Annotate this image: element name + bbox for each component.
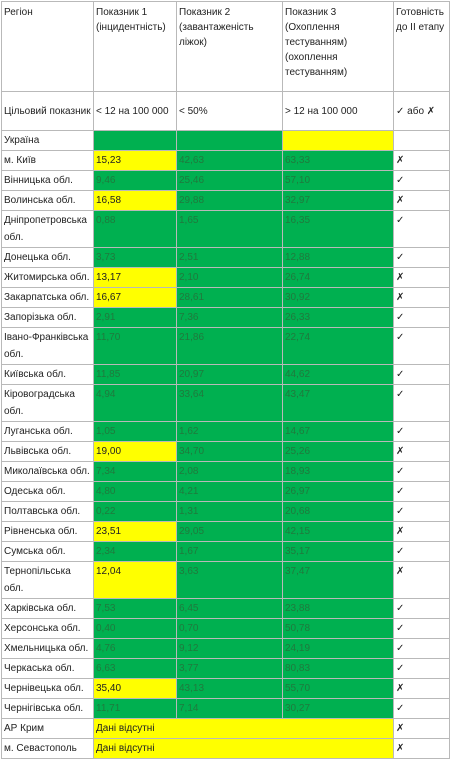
indicator-1-cell: 16,58 xyxy=(94,191,177,211)
readiness-mark: ✗ xyxy=(394,719,450,739)
table-row xyxy=(2,699,450,719)
indicator-3-cell: 12,88 xyxy=(283,248,394,268)
indicator-3-cell: 57,10 xyxy=(283,171,394,191)
region-cell: Волинська обл. xyxy=(2,191,94,211)
region-cell: Сумська обл. xyxy=(2,542,94,562)
indicator-3-cell: 18,93 xyxy=(283,462,394,482)
region-cell: Рівненська обл. xyxy=(2,522,94,542)
indicator-2-cell: 28,61 xyxy=(177,288,283,308)
no-data-cell: Дані відсутні xyxy=(94,739,394,759)
indicator-2-cell: 2,08 xyxy=(177,462,283,482)
readiness-mark: ✓ xyxy=(394,699,450,719)
indicator-1-cell: 7,34 xyxy=(94,462,177,482)
table-row xyxy=(2,482,450,502)
region-cell: Херсонська обл. xyxy=(2,619,94,639)
indicator-1-cell xyxy=(94,131,177,151)
table-row xyxy=(2,171,450,191)
indicator-1-cell: 11,71 xyxy=(94,699,177,719)
table-row xyxy=(2,739,450,759)
readiness-mark: ✓ xyxy=(394,462,450,482)
indicator-1-cell: 0,40 xyxy=(94,619,177,639)
readiness-mark: ✓ xyxy=(394,542,450,562)
target-readiness: ✓ або ✗ xyxy=(394,92,450,131)
table-row xyxy=(2,719,450,739)
indicator-2-cell: 4,21 xyxy=(177,482,283,502)
indicator-2-cell: 42,63 xyxy=(177,151,283,171)
table-row xyxy=(2,328,450,365)
table-row xyxy=(2,131,450,151)
readiness-mark: ✗ xyxy=(394,151,450,171)
table-row xyxy=(2,442,450,462)
region-cell: Кіровоградська обл. xyxy=(2,385,94,422)
indicator-2-cell: 2,10 xyxy=(177,268,283,288)
header-indicator-2: Показник 2 (завантаженість ліжок) xyxy=(177,2,283,92)
indicator-2-cell xyxy=(177,131,283,151)
header-indicator-3: Показник 3 (Охоплення тестуванням) (охоплення тестуванням) xyxy=(283,2,394,92)
indicator-3-cell: 26,97 xyxy=(283,482,394,502)
readiness-mark: ✗ xyxy=(394,679,450,699)
region-cell: Житомирська обл. xyxy=(2,268,94,288)
region-cell: Київська обл. xyxy=(2,365,94,385)
indicator-2-cell: 21,86 xyxy=(177,328,283,365)
region-cell: Тернопільська обл. xyxy=(2,562,94,599)
indicator-3-cell: 80,83 xyxy=(283,659,394,679)
header-readiness: Готовність до ІІ етапу xyxy=(394,2,450,92)
readiness-mark: ✓ xyxy=(394,365,450,385)
table-row xyxy=(2,659,450,679)
indicator-3-cell: 44,62 xyxy=(283,365,394,385)
indicator-2-cell: 29,05 xyxy=(177,522,283,542)
readiness-mark: ✗ xyxy=(394,739,450,759)
indicator-3-cell: 35,17 xyxy=(283,542,394,562)
table-row xyxy=(2,599,450,619)
indicator-3-cell: 42,15 xyxy=(283,522,394,542)
table-row xyxy=(2,288,450,308)
readiness-mark: ✗ xyxy=(394,268,450,288)
table-row xyxy=(2,679,450,699)
indicator-3-cell xyxy=(283,131,394,151)
readiness-mark: ✗ xyxy=(394,288,450,308)
indicator-2-cell: 6,45 xyxy=(177,599,283,619)
indicator-3-cell: 25,26 xyxy=(283,442,394,462)
region-cell: Львівська обл. xyxy=(2,442,94,462)
indicator-1-cell: 16,67 xyxy=(94,288,177,308)
region-cell: Донецька обл. xyxy=(2,248,94,268)
indicator-3-cell: 63,33 xyxy=(283,151,394,171)
indicator-3-cell: 30,27 xyxy=(283,699,394,719)
region-cell: Харківська обл. xyxy=(2,599,94,619)
indicator-3-cell: 32,97 xyxy=(283,191,394,211)
no-data-cell: Дані відсутні xyxy=(94,719,394,739)
readiness-mark: ✗ xyxy=(394,522,450,542)
table-row xyxy=(2,365,450,385)
indicator-3-cell: 23,88 xyxy=(283,599,394,619)
region-cell: Миколаївська обл. xyxy=(2,462,94,482)
region-cell: Запорізька обл. xyxy=(2,308,94,328)
table-row xyxy=(2,462,450,482)
indicator-1-cell: 15,23 xyxy=(94,151,177,171)
region-cell: Україна xyxy=(2,131,94,151)
indicator-1-cell: 23,51 xyxy=(94,522,177,542)
readiness-mark: ✓ xyxy=(394,502,450,522)
region-cell: АР Крим xyxy=(2,719,94,739)
indicator-1-cell: 4,76 xyxy=(94,639,177,659)
table-row xyxy=(2,422,450,442)
indicator-1-cell: 0,22 xyxy=(94,502,177,522)
indicator-3-cell: 26,74 xyxy=(283,268,394,288)
region-cell: м. Севастополь xyxy=(2,739,94,759)
indicator-3-cell: 55,70 xyxy=(283,679,394,699)
region-cell: Івано-Франківська обл. xyxy=(2,328,94,365)
indicator-2-cell: 1,65 xyxy=(177,211,283,248)
target-row xyxy=(2,92,450,131)
indicator-2-cell: 9,12 xyxy=(177,639,283,659)
indicator-1-cell: 35,40 xyxy=(94,679,177,699)
region-cell: м. Київ xyxy=(2,151,94,171)
indicator-2-cell: 2,51 xyxy=(177,248,283,268)
indicator-1-cell: 7,53 xyxy=(94,599,177,619)
target-label: Цільовий показник xyxy=(2,92,94,131)
table-row xyxy=(2,308,450,328)
region-cell: Чернівецька обл. xyxy=(2,679,94,699)
target-indicator-1: < 12 на 100 000 xyxy=(94,92,177,131)
indicator-2-cell: 3,63 xyxy=(177,562,283,599)
region-cell: Дніпропетровська обл. xyxy=(2,211,94,248)
header-row xyxy=(2,2,450,92)
indicator-2-cell: 3,77 xyxy=(177,659,283,679)
indicator-3-cell: 14,67 xyxy=(283,422,394,442)
readiness-mark: ✓ xyxy=(394,328,450,365)
indicator-1-cell: 4,94 xyxy=(94,385,177,422)
indicator-2-cell: 7,36 xyxy=(177,308,283,328)
target-indicator-3: > 12 на 100 000 xyxy=(283,92,394,131)
table-row xyxy=(2,639,450,659)
indicator-3-cell: 22,74 xyxy=(283,328,394,365)
readiness-mark xyxy=(394,131,450,151)
readiness-mark: ✓ xyxy=(394,619,450,639)
table-row xyxy=(2,542,450,562)
indicator-3-cell: 24,19 xyxy=(283,639,394,659)
indicator-3-cell: 37,47 xyxy=(283,562,394,599)
indicator-1-cell: 13,17 xyxy=(94,268,177,288)
indicator-2-cell: 0,70 xyxy=(177,619,283,639)
indicator-1-cell: 3,73 xyxy=(94,248,177,268)
indicator-3-cell: 30,92 xyxy=(283,288,394,308)
table-row xyxy=(2,248,450,268)
indicator-1-cell: 6,63 xyxy=(94,659,177,679)
readiness-mark: ✗ xyxy=(394,562,450,599)
table-row xyxy=(2,562,450,599)
indicator-2-cell: 1,67 xyxy=(177,542,283,562)
indicator-3-cell: 20,68 xyxy=(283,502,394,522)
table-row xyxy=(2,619,450,639)
readiness-mark: ✓ xyxy=(394,599,450,619)
region-cell: Черкаська обл. xyxy=(2,659,94,679)
header-indicator-1: Показник 1 (інцидентність) xyxy=(94,2,177,92)
region-cell: Закарпатська обл. xyxy=(2,288,94,308)
indicator-2-cell: 43,13 xyxy=(177,679,283,699)
indicator-2-cell: 1,31 xyxy=(177,502,283,522)
region-cell: Луганська обл. xyxy=(2,422,94,442)
indicator-2-cell: 20,97 xyxy=(177,365,283,385)
readiness-mark: ✗ xyxy=(394,442,450,462)
indicator-2-cell: 34,70 xyxy=(177,442,283,462)
readiness-mark: ✓ xyxy=(394,385,450,422)
indicator-2-cell: 29,88 xyxy=(177,191,283,211)
indicator-3-cell: 26,33 xyxy=(283,308,394,328)
readiness-mark: ✓ xyxy=(394,211,450,248)
indicator-1-cell: 9,46 xyxy=(94,171,177,191)
readiness-mark: ✓ xyxy=(394,248,450,268)
table-row xyxy=(2,522,450,542)
region-cell: Чернігівська обл. xyxy=(2,699,94,719)
table-row xyxy=(2,268,450,288)
region-cell: Вінницька обл. xyxy=(2,171,94,191)
readiness-mark: ✓ xyxy=(394,482,450,502)
indicator-1-cell: 19,00 xyxy=(94,442,177,462)
indicator-2-cell: 1,62 xyxy=(177,422,283,442)
region-cell: Хмельницька обл. xyxy=(2,639,94,659)
indicator-1-cell: 1,05 xyxy=(94,422,177,442)
indicator-1-cell: 12,04 xyxy=(94,562,177,599)
table-row xyxy=(2,385,450,422)
readiness-mark: ✓ xyxy=(394,308,450,328)
readiness-mark: ✓ xyxy=(394,659,450,679)
table-row xyxy=(2,502,450,522)
indicator-2-cell: 33,64 xyxy=(177,385,283,422)
indicator-3-cell: 43,47 xyxy=(283,385,394,422)
header-region: Регіон xyxy=(2,2,94,92)
table-row xyxy=(2,211,450,248)
indicator-3-cell: 50,78 xyxy=(283,619,394,639)
indicator-1-cell: 2,91 xyxy=(94,308,177,328)
readiness-mark: ✗ xyxy=(394,191,450,211)
indicator-1-cell: 11,85 xyxy=(94,365,177,385)
readiness-mark: ✓ xyxy=(394,639,450,659)
indicator-1-cell: 11,70 xyxy=(94,328,177,365)
target-indicator-2: < 50% xyxy=(177,92,283,131)
indicator-2-cell: 25,46 xyxy=(177,171,283,191)
readiness-table xyxy=(1,1,450,759)
table-row xyxy=(2,151,450,171)
indicator-3-cell: 16,35 xyxy=(283,211,394,248)
table-row xyxy=(2,191,450,211)
readiness-mark: ✓ xyxy=(394,171,450,191)
indicator-1-cell: 2,34 xyxy=(94,542,177,562)
indicator-2-cell: 7,14 xyxy=(177,699,283,719)
region-cell: Полтавська обл. xyxy=(2,502,94,522)
indicator-1-cell: 4,80 xyxy=(94,482,177,502)
indicator-1-cell: 0,88 xyxy=(94,211,177,248)
readiness-mark: ✓ xyxy=(394,422,450,442)
region-cell: Одеська обл. xyxy=(2,482,94,502)
